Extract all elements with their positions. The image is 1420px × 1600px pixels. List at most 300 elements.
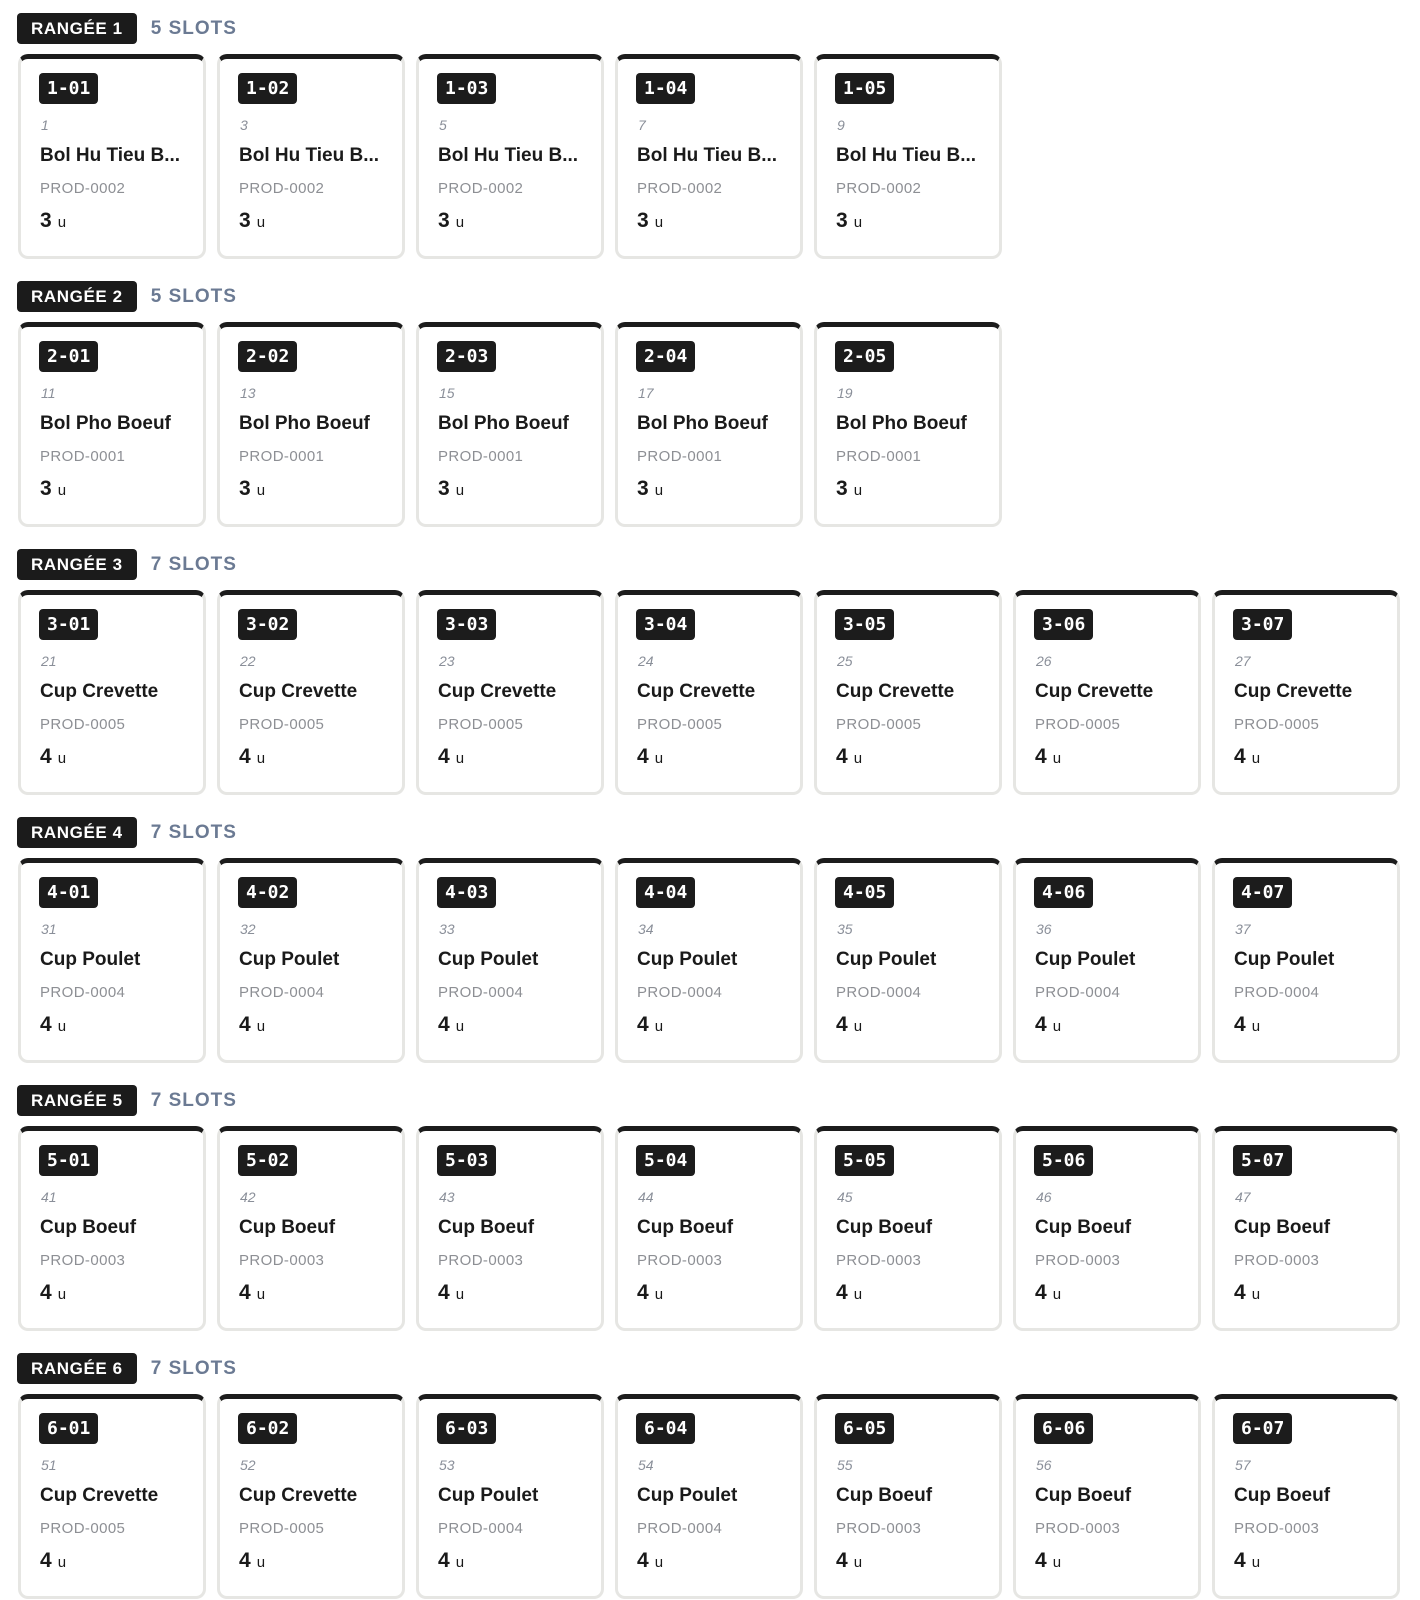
- quantity-unit: u: [256, 750, 266, 767]
- slot-quantity: [1234, 745, 1260, 769]
- slot-quantity: [1035, 1549, 1061, 1573]
- slot-sku: PROD-0002: [836, 180, 922, 197]
- slot-card[interactable]: [18, 590, 206, 795]
- slot-index: 15: [439, 385, 455, 401]
- slot-code-badge: 5-03: [437, 1145, 496, 1176]
- quantity-unit: u: [455, 214, 465, 231]
- slot-card[interactable]: [814, 1126, 1002, 1331]
- slot-sku: PROD-0003: [40, 1252, 126, 1269]
- slot-quantity: [40, 1281, 66, 1305]
- slot-index: 47: [1235, 1189, 1251, 1205]
- slot-card[interactable]: [416, 54, 604, 259]
- slot-product-name: Cup Boeuf: [1035, 1485, 1132, 1506]
- slot-code-badge: 6-05: [835, 1413, 894, 1444]
- quantity-value: 4: [637, 1549, 649, 1572]
- slot-index: 26: [1036, 653, 1052, 669]
- row-header: [17, 281, 1411, 312]
- quantity-value: 4: [637, 1281, 649, 1304]
- slot-product-name: Cup Crevette: [438, 681, 557, 702]
- slot-index: 34: [638, 921, 654, 937]
- slot-quantity: [637, 1549, 663, 1573]
- quantity-unit: u: [1052, 750, 1062, 767]
- slot-code-badge: 2-05: [835, 341, 894, 372]
- slot-product-name: Bol Hu Tieu B...: [438, 145, 579, 166]
- slot-code-badge: 6-06: [1034, 1413, 1093, 1444]
- slot-sku: PROD-0005: [239, 716, 325, 733]
- slot-product-name: Cup Boeuf: [836, 1217, 933, 1238]
- slot-card[interactable]: [217, 1394, 405, 1599]
- row-header: [17, 13, 1411, 44]
- slot-grid: [17, 858, 1411, 1063]
- slot-grid: [17, 1394, 1411, 1599]
- quantity-value: 3: [637, 477, 649, 500]
- row-slot-count: 7 SLOTS: [150, 1357, 237, 1379]
- row-section: [17, 549, 1411, 817]
- slot-quantity: [239, 209, 265, 233]
- slot-code-badge: 2-02: [238, 341, 297, 372]
- slot-card[interactable]: [416, 590, 604, 795]
- slot-card[interactable]: [1013, 590, 1201, 795]
- quantity-value: 4: [637, 1013, 649, 1036]
- slot-index: 54: [638, 1457, 654, 1473]
- slot-code-badge: 4-03: [437, 877, 496, 908]
- quantity-value: 4: [40, 745, 52, 768]
- slot-grid: [17, 1126, 1411, 1331]
- slot-card[interactable]: [615, 590, 803, 795]
- quantity-value: 4: [1035, 1549, 1047, 1572]
- slot-code-badge: 5-05: [835, 1145, 894, 1176]
- quantity-unit: u: [654, 214, 664, 231]
- quantity-value: 4: [438, 1281, 450, 1304]
- slot-code-badge: 2-01: [39, 341, 98, 372]
- slot-card[interactable]: [615, 54, 803, 259]
- quantity-value: 4: [438, 1013, 450, 1036]
- quantity-value: 4: [40, 1281, 52, 1304]
- slot-sku: PROD-0004: [40, 984, 126, 1001]
- slot-code-badge: 3-01: [39, 609, 98, 640]
- slot-code-badge: 3-05: [835, 609, 894, 640]
- slot-card[interactable]: [18, 1394, 206, 1599]
- slot-code-badge: 3-04: [636, 609, 695, 640]
- slot-code-badge: 5-07: [1233, 1145, 1292, 1176]
- slot-product-name: Bol Pho Boeuf: [239, 413, 370, 434]
- slot-sku: PROD-0004: [836, 984, 922, 1001]
- row-slot-count: 7 SLOTS: [150, 553, 237, 575]
- slot-sku: PROD-0004: [438, 984, 524, 1001]
- quantity-value: 3: [239, 209, 251, 232]
- quantity-unit: u: [57, 1286, 67, 1303]
- slot-sku: PROD-0003: [637, 1252, 723, 1269]
- slot-card[interactable]: [1013, 1394, 1201, 1599]
- quantity-value: 4: [1234, 745, 1246, 768]
- slot-index: 52: [240, 1457, 256, 1473]
- slot-code-badge: 6-04: [636, 1413, 695, 1444]
- slot-card[interactable]: [1212, 1394, 1400, 1599]
- quantity-value: 3: [637, 209, 649, 232]
- slot-sku: PROD-0004: [637, 1520, 723, 1537]
- slot-index: 53: [439, 1457, 455, 1473]
- slot-quantity: [438, 745, 464, 769]
- slot-index: 19: [837, 385, 853, 401]
- slot-product-name: Cup Boeuf: [1035, 1217, 1132, 1238]
- slot-product-name: Cup Crevette: [1035, 681, 1154, 702]
- slot-quantity: [40, 209, 66, 233]
- quantity-value: 3: [836, 209, 848, 232]
- slot-sku: PROD-0001: [40, 448, 126, 465]
- slot-product-name: Bol Pho Boeuf: [836, 413, 967, 434]
- slot-card[interactable]: [814, 322, 1002, 527]
- quantity-value: 4: [438, 745, 450, 768]
- slot-sku: PROD-0002: [637, 180, 723, 197]
- slot-code-badge: 1-02: [238, 73, 297, 104]
- slot-quantity: [1035, 1013, 1061, 1037]
- slot-product-name: Cup Poulet: [239, 949, 340, 970]
- slot-product-name: Bol Pho Boeuf: [438, 413, 569, 434]
- quantity-unit: u: [853, 214, 863, 231]
- slot-product-name: Cup Poulet: [836, 949, 937, 970]
- slot-card[interactable]: [615, 1126, 803, 1331]
- slot-index: 13: [240, 385, 256, 401]
- slot-quantity: [40, 745, 66, 769]
- slot-index: 32: [240, 921, 256, 937]
- row-section: [17, 13, 1411, 281]
- slot-code-badge: 6-03: [437, 1413, 496, 1444]
- slot-quantity: [836, 477, 862, 501]
- shelf-layout: [17, 13, 1411, 1600]
- slot-product-name: Bol Pho Boeuf: [637, 413, 768, 434]
- slot-sku: PROD-0003: [836, 1520, 922, 1537]
- slot-index: 1: [41, 117, 49, 133]
- slot-index: 36: [1036, 921, 1052, 937]
- slot-code-badge: 4-05: [835, 877, 894, 908]
- row-header: [17, 549, 1411, 580]
- slot-quantity: [40, 1013, 66, 1037]
- slot-card[interactable]: [1013, 858, 1201, 1063]
- slot-index: 17: [638, 385, 654, 401]
- slot-code-badge: 6-07: [1233, 1413, 1292, 1444]
- quantity-unit: u: [853, 1018, 863, 1035]
- slot-code-badge: 4-07: [1233, 877, 1292, 908]
- row-label-badge: RANGÉE 2: [17, 281, 137, 312]
- slot-quantity: [239, 477, 265, 501]
- quantity-value: 4: [239, 1549, 251, 1572]
- slot-card[interactable]: [217, 54, 405, 259]
- slot-card[interactable]: [814, 1394, 1002, 1599]
- quantity-value: 4: [239, 745, 251, 768]
- quantity-value: 4: [239, 1281, 251, 1304]
- slot-card[interactable]: [814, 54, 1002, 259]
- quantity-unit: u: [1052, 1554, 1062, 1571]
- quantity-unit: u: [57, 214, 67, 231]
- slot-index: 9: [837, 117, 845, 133]
- slot-code-badge: 3-07: [1233, 609, 1292, 640]
- slot-sku: PROD-0005: [40, 716, 126, 733]
- quantity-unit: u: [853, 482, 863, 499]
- slot-sku: PROD-0002: [40, 180, 126, 197]
- slot-code-badge: 1-03: [437, 73, 496, 104]
- slot-code-badge: 2-04: [636, 341, 695, 372]
- quantity-value: 4: [1035, 1013, 1047, 1036]
- slot-sku: PROD-0005: [1035, 716, 1121, 733]
- quantity-unit: u: [654, 1286, 664, 1303]
- row-slot-count: 7 SLOTS: [150, 1089, 237, 1111]
- row-slot-count: 7 SLOTS: [150, 821, 237, 843]
- row-label-badge: RANGÉE 3: [17, 549, 137, 580]
- slot-index: 7: [638, 117, 646, 133]
- slot-grid: [17, 54, 1411, 259]
- slot-product-name: Cup Boeuf: [1234, 1485, 1331, 1506]
- slot-index: 25: [837, 653, 853, 669]
- quantity-value: 3: [40, 209, 52, 232]
- quantity-unit: u: [57, 1018, 67, 1035]
- slot-product-name: Cup Crevette: [40, 1485, 159, 1506]
- slot-card[interactable]: [416, 322, 604, 527]
- quantity-value: 4: [836, 1013, 848, 1036]
- slot-index: 37: [1235, 921, 1251, 937]
- slot-card[interactable]: [18, 54, 206, 259]
- slot-card[interactable]: [1212, 858, 1400, 1063]
- slot-index: 51: [41, 1457, 57, 1473]
- slot-quantity: [438, 1013, 464, 1037]
- slot-product-name: Cup Boeuf: [438, 1217, 535, 1238]
- slot-index: 24: [638, 653, 654, 669]
- quantity-unit: u: [256, 482, 266, 499]
- quantity-unit: u: [654, 1554, 664, 1571]
- slot-card[interactable]: [1212, 1126, 1400, 1331]
- slot-quantity: [836, 1013, 862, 1037]
- slot-sku: PROD-0003: [438, 1252, 524, 1269]
- quantity-value: 4: [239, 1013, 251, 1036]
- slot-product-name: Cup Crevette: [836, 681, 955, 702]
- slot-quantity: [836, 1281, 862, 1305]
- quantity-unit: u: [57, 750, 67, 767]
- slot-code-badge: 1-04: [636, 73, 695, 104]
- slot-quantity: [438, 1281, 464, 1305]
- slot-quantity: [1234, 1549, 1260, 1573]
- slot-index: 46: [1036, 1189, 1052, 1205]
- quantity-unit: u: [853, 1554, 863, 1571]
- slot-code-badge: 4-06: [1034, 877, 1093, 908]
- slot-quantity: [239, 1549, 265, 1573]
- quantity-value: 4: [836, 745, 848, 768]
- slot-sku: PROD-0005: [239, 1520, 325, 1537]
- slot-sku: PROD-0003: [1035, 1520, 1121, 1537]
- quantity-unit: u: [455, 1554, 465, 1571]
- quantity-unit: u: [256, 1018, 266, 1035]
- slot-card[interactable]: [217, 1126, 405, 1331]
- slot-index: 33: [439, 921, 455, 937]
- quantity-unit: u: [1251, 1554, 1261, 1571]
- slot-product-name: Bol Pho Boeuf: [40, 413, 171, 434]
- quantity-value: 4: [1234, 1549, 1246, 1572]
- quantity-value: 3: [836, 477, 848, 500]
- slot-sku: PROD-0003: [1035, 1252, 1121, 1269]
- quantity-value: 4: [836, 1281, 848, 1304]
- slot-grid: [17, 322, 1411, 527]
- slot-product-name: Cup Poulet: [438, 1485, 539, 1506]
- slot-index: 3: [240, 117, 248, 133]
- slot-card[interactable]: [814, 858, 1002, 1063]
- row-label-badge: RANGÉE 1: [17, 13, 137, 44]
- slot-sku: PROD-0005: [1234, 716, 1320, 733]
- slot-product-name: Cup Poulet: [438, 949, 539, 970]
- slot-quantity: [637, 745, 663, 769]
- quantity-value: 4: [836, 1549, 848, 1572]
- slot-code-badge: 4-04: [636, 877, 695, 908]
- slot-quantity: [1035, 1281, 1061, 1305]
- row-header: [17, 1085, 1411, 1116]
- quantity-value: 4: [438, 1549, 450, 1572]
- quantity-unit: u: [1251, 1018, 1261, 1035]
- slot-index: 27: [1235, 653, 1251, 669]
- slot-quantity: [637, 209, 663, 233]
- slot-card[interactable]: [416, 1126, 604, 1331]
- slot-code-badge: 3-02: [238, 609, 297, 640]
- slot-product-name: Cup Boeuf: [40, 1217, 137, 1238]
- slot-product-name: Cup Poulet: [1035, 949, 1136, 970]
- quantity-value: 4: [1234, 1013, 1246, 1036]
- row-section: [17, 281, 1411, 549]
- quantity-value: 4: [40, 1013, 52, 1036]
- slot-quantity: [438, 209, 464, 233]
- slot-sku: PROD-0003: [1234, 1520, 1320, 1537]
- slot-product-name: Bol Hu Tieu B...: [239, 145, 380, 166]
- slot-quantity: [40, 1549, 66, 1573]
- slot-code-badge: 5-01: [39, 1145, 98, 1176]
- slot-index: 45: [837, 1189, 853, 1205]
- quantity-unit: u: [455, 1286, 465, 1303]
- quantity-unit: u: [57, 1554, 67, 1571]
- slot-sku: PROD-0004: [239, 984, 325, 1001]
- slot-card[interactable]: [18, 1126, 206, 1331]
- slot-card[interactable]: [814, 590, 1002, 795]
- slot-sku: PROD-0005: [40, 1520, 126, 1537]
- slot-quantity: [438, 1549, 464, 1573]
- slot-quantity: [438, 477, 464, 501]
- slot-quantity: [637, 1281, 663, 1305]
- slot-index: 44: [638, 1189, 654, 1205]
- row-header: [17, 817, 1411, 848]
- quantity-unit: u: [654, 750, 664, 767]
- slot-card[interactable]: [615, 322, 803, 527]
- quantity-unit: u: [256, 1286, 266, 1303]
- slot-grid: [17, 590, 1411, 795]
- slot-product-name: Cup Crevette: [1234, 681, 1353, 702]
- slot-code-badge: 5-02: [238, 1145, 297, 1176]
- slot-quantity: [1234, 1281, 1260, 1305]
- slot-card[interactable]: [416, 1394, 604, 1599]
- slot-code-badge: 2-03: [437, 341, 496, 372]
- slot-quantity: [836, 1549, 862, 1573]
- quantity-value: 4: [1035, 745, 1047, 768]
- slot-card[interactable]: [217, 858, 405, 1063]
- slot-quantity: [239, 1013, 265, 1037]
- slot-product-name: Cup Crevette: [637, 681, 756, 702]
- slot-sku: PROD-0002: [239, 180, 325, 197]
- slot-quantity: [1035, 745, 1061, 769]
- slot-card[interactable]: [1212, 590, 1400, 795]
- slot-card[interactable]: [217, 590, 405, 795]
- slot-card[interactable]: [416, 858, 604, 1063]
- slot-card[interactable]: [615, 1394, 803, 1599]
- slot-index: 35: [837, 921, 853, 937]
- slot-index: 43: [439, 1189, 455, 1205]
- slot-code-badge: 5-04: [636, 1145, 695, 1176]
- quantity-value: 4: [1035, 1281, 1047, 1304]
- slot-index: 55: [837, 1457, 853, 1473]
- slot-sku: PROD-0004: [1035, 984, 1121, 1001]
- slot-quantity: [836, 209, 862, 233]
- quantity-unit: u: [1251, 750, 1261, 767]
- slot-sku: PROD-0005: [438, 716, 524, 733]
- slot-index: 42: [240, 1189, 256, 1205]
- slot-quantity: [40, 477, 66, 501]
- slot-card[interactable]: [217, 322, 405, 527]
- quantity-unit: u: [1052, 1286, 1062, 1303]
- quantity-value: 3: [438, 209, 450, 232]
- slot-code-badge: 3-03: [437, 609, 496, 640]
- quantity-unit: u: [57, 482, 67, 499]
- slot-index: 11: [41, 385, 56, 401]
- slot-product-name: Bol Hu Tieu B...: [637, 145, 778, 166]
- quantity-unit: u: [1052, 1018, 1062, 1035]
- row-slot-count: 5 SLOTS: [150, 17, 237, 39]
- slot-code-badge: 1-05: [835, 73, 894, 104]
- row-section: [17, 1085, 1411, 1353]
- slot-card[interactable]: [1013, 1126, 1201, 1331]
- row-slot-count: 5 SLOTS: [150, 285, 237, 307]
- slot-sku: PROD-0001: [239, 448, 325, 465]
- slot-product-name: Cup Crevette: [239, 681, 358, 702]
- slot-card[interactable]: [18, 322, 206, 527]
- slot-sku: PROD-0001: [438, 448, 524, 465]
- slot-sku: PROD-0001: [836, 448, 922, 465]
- slot-sku: PROD-0001: [637, 448, 723, 465]
- slot-product-name: Cup Poulet: [637, 949, 738, 970]
- quantity-unit: u: [1251, 1286, 1261, 1303]
- quantity-value: 3: [239, 477, 251, 500]
- slot-sku: PROD-0005: [836, 716, 922, 733]
- slot-sku: PROD-0005: [637, 716, 723, 733]
- row-label-badge: RANGÉE 4: [17, 817, 137, 848]
- quantity-value: 4: [1234, 1281, 1246, 1304]
- quantity-unit: u: [256, 1554, 266, 1571]
- quantity-unit: u: [654, 482, 664, 499]
- slot-product-name: Cup Crevette: [239, 1485, 358, 1506]
- slot-index: 22: [240, 653, 256, 669]
- slot-sku: PROD-0003: [1234, 1252, 1320, 1269]
- slot-quantity: [1234, 1013, 1260, 1037]
- slot-code-badge: 4-01: [39, 877, 98, 908]
- quantity-unit: u: [853, 1286, 863, 1303]
- slot-product-name: Cup Boeuf: [1234, 1217, 1331, 1238]
- slot-product-name: Cup Boeuf: [836, 1485, 933, 1506]
- quantity-value: 3: [40, 477, 52, 500]
- slot-product-name: Cup Poulet: [1234, 949, 1335, 970]
- slot-index: 21: [41, 653, 57, 669]
- slot-product-name: Cup Crevette: [40, 681, 159, 702]
- slot-card[interactable]: [615, 858, 803, 1063]
- slot-code-badge: 5-06: [1034, 1145, 1093, 1176]
- row-section: [17, 1353, 1411, 1600]
- slot-index: 31: [41, 921, 57, 937]
- slot-card[interactable]: [18, 858, 206, 1063]
- quantity-unit: u: [654, 1018, 664, 1035]
- slot-sku: PROD-0004: [438, 1520, 524, 1537]
- row-label-badge: RANGÉE 6: [17, 1353, 137, 1384]
- slot-index: 5: [439, 117, 447, 133]
- quantity-value: 4: [40, 1549, 52, 1572]
